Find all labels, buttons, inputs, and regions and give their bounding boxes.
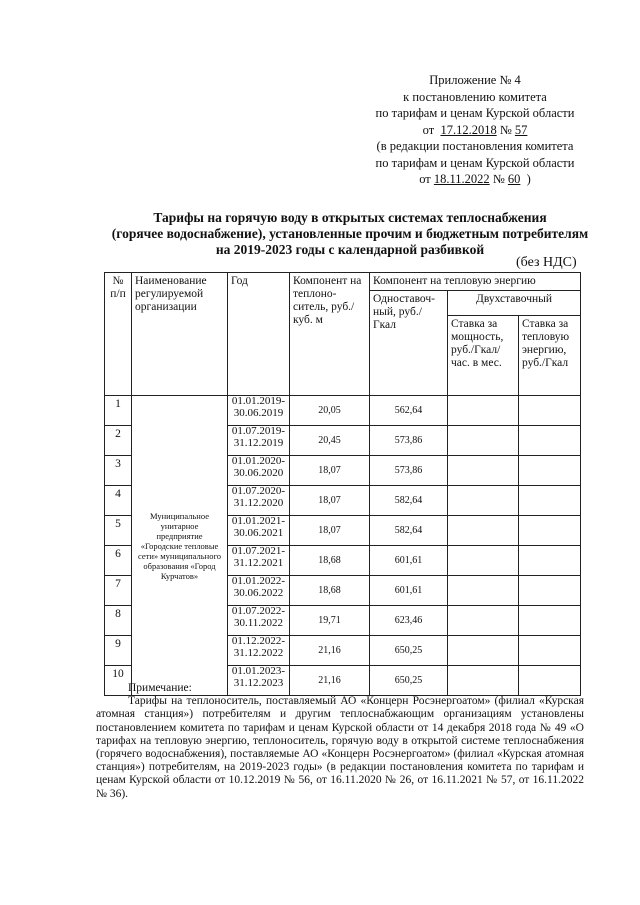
document-title — [70, 210, 630, 258]
appendix-revision-date-line — [340, 171, 610, 188]
row-single-rate-tariff: 601,61 — [370, 576, 448, 606]
revision-date-prefix: от — [419, 172, 431, 186]
appendix-date-line — [340, 122, 610, 139]
row-capacity-rate — [448, 516, 519, 546]
row-energy-rate — [519, 426, 581, 456]
row-carrier-tariff: 21,16 — [290, 666, 370, 696]
row-capacity-rate — [448, 486, 519, 516]
row-number: 3 — [105, 456, 132, 486]
row-single-rate-tariff: 601,61 — [370, 546, 448, 576]
row-period: 01.01.2023-31.12.2023 — [228, 666, 290, 696]
header-row-1 — [105, 273, 581, 291]
number-prefix: № — [499, 122, 512, 137]
organization-name: Муниципальное унитарное предприятие «Городские тепловые сети» муниципального образования «Город Курчатов» — [132, 396, 228, 696]
row-carrier-tariff: 18,07 — [290, 516, 370, 546]
row-carrier-tariff: 18,68 — [290, 576, 370, 606]
row-energy-rate — [519, 516, 581, 546]
row-carrier-tariff: 20,05 — [290, 396, 370, 426]
row-energy-rate — [519, 606, 581, 636]
row-number: 1 — [105, 396, 132, 426]
resolution-date: 17.12.2018 — [440, 122, 497, 137]
header-carrier: Компонент на теплоно-ситель, руб./куб. м — [290, 273, 370, 396]
row-period: 01.01.2022-30.06.2022 — [228, 576, 290, 606]
header-org: Наименование регулируемой организации — [132, 273, 228, 396]
row-number: 10 — [105, 666, 132, 696]
title-line-3: на 2019-2023 годы с календарной разбивкой — [215, 242, 485, 257]
revision-number-prefix: № — [492, 172, 505, 186]
row-capacity-rate — [448, 576, 519, 606]
row-number: 5 — [105, 516, 132, 546]
tariff-body — [105, 396, 581, 696]
row-carrier-tariff: 18,68 — [290, 546, 370, 576]
row-number: 9 — [105, 636, 132, 666]
header-num: № п/п — [105, 273, 132, 396]
row-capacity-rate — [448, 396, 519, 426]
row-capacity-rate — [448, 456, 519, 486]
row-period: 01.01.2019-30.06.2019 — [228, 396, 290, 426]
vat-note: (без НДС) — [516, 255, 577, 270]
appendix-title: Приложение № 4 — [429, 73, 521, 87]
tariff-table — [104, 272, 581, 696]
row-energy-rate — [519, 396, 581, 426]
header-energy: Компонент на тепловую энергию — [370, 273, 581, 291]
row-energy-rate — [519, 546, 581, 576]
row-single-rate-tariff: 650,25 — [370, 666, 448, 696]
row-carrier-tariff: 18,07 — [290, 456, 370, 486]
note-text: Тарифы на теплоноситель, поставляемый АО «Концерн Росэнергоатом» (филиал «Курская атомная станция») потребителям и другим теплоснабжающим организациям установлены постановлением комитета по тарифам и ценам Курской области от 14 декабря 2018 года № 49 «О тарифах на тепловую энергию, теплоноситель, горячую воду в открытой системе теплоснабжения (горячего водоснабжения), поставляемые АО «Концерн Росэнергоатом» (филиал «Курская атомная станция») потребителям, на 2019-2023 годы» (в редакции постановления комитета по тарифам и ценам Курской области от 10.12.2019 № 56, от 16.11.2020 № 26, от 16.11.2021 № 57, от 16.11.2022 № 36). — [96, 695, 584, 800]
row-single-rate-tariff: 573,86 — [370, 456, 448, 486]
row-number: 7 — [105, 576, 132, 606]
row-number: 6 — [105, 546, 132, 576]
row-energy-rate — [519, 576, 581, 606]
row-period: 01.07.2021-31.12.2021 — [228, 546, 290, 576]
row-energy-rate — [519, 486, 581, 516]
header-single-rate: Одноставоч-ный, руб./Гкал — [370, 291, 448, 396]
row-single-rate-tariff: 582,64 — [370, 486, 448, 516]
note-section — [96, 682, 584, 801]
row-energy-rate — [519, 636, 581, 666]
header-year: Год — [228, 273, 290, 396]
header-capacity-rate: Ставка за мощность, руб./Гкал/час. в мес. — [448, 316, 519, 396]
row-single-rate-tariff: 562,64 — [370, 396, 448, 426]
appendix-line-6: по тарифам и ценам Курской области — [375, 155, 575, 170]
row-single-rate-tariff: 582,64 — [370, 516, 448, 546]
row-period: 01.01.2020-30.06.2020 — [228, 456, 290, 486]
appendix-line-5: (в редакции постановления комитета — [376, 139, 574, 153]
title-line-1: Тарифы на горячую воду в открытых системах теплоснабжения — [153, 210, 547, 225]
row-carrier-tariff: 18,07 — [290, 486, 370, 516]
header-energy-rate: Ставка за тепловую энергию, руб./Гкал — [519, 316, 581, 396]
row-capacity-rate — [448, 426, 519, 456]
row-energy-rate — [519, 456, 581, 486]
row-single-rate-tariff: 623,46 — [370, 606, 448, 636]
revision-number: 60 — [507, 172, 521, 186]
row-period: 01.07.2019-31.12.2019 — [228, 426, 290, 456]
table-row — [105, 396, 581, 426]
appendix-header — [340, 72, 610, 188]
title-line-2: (горячее водоснабжение), установленные прочим и бюджетным потребителям — [111, 226, 589, 241]
revision-close: ) — [526, 172, 531, 186]
row-period: 01.12.2022-31.12.2022 — [228, 636, 290, 666]
row-period: 01.07.2020-31.12.2020 — [228, 486, 290, 516]
row-capacity-rate — [448, 606, 519, 636]
appendix-line-2: к постановлению комитета — [403, 89, 547, 104]
row-number: 4 — [105, 486, 132, 516]
note-label: Примечание: — [128, 682, 192, 694]
row-carrier-tariff: 20,45 — [290, 426, 370, 456]
row-period: 01.01.2021-30.06.2021 — [228, 516, 290, 546]
row-number: 2 — [105, 426, 132, 456]
revision-date: 18.11.2022 — [433, 172, 490, 186]
row-number: 8 — [105, 606, 132, 636]
row-single-rate-tariff: 650,25 — [370, 636, 448, 666]
row-carrier-tariff: 19,71 — [290, 606, 370, 636]
header-two-rate: Двухставочный — [448, 291, 581, 316]
row-period: 01.07.2022-30.11.2022 — [228, 606, 290, 636]
row-single-rate-tariff: 573,86 — [370, 426, 448, 456]
resolution-number: 57 — [514, 122, 528, 137]
row-capacity-rate — [448, 636, 519, 666]
row-carrier-tariff: 21,16 — [290, 636, 370, 666]
row-capacity-rate — [448, 546, 519, 576]
date-prefix: от — [422, 122, 435, 137]
appendix-line-3: по тарифам и ценам Курской области — [375, 106, 575, 120]
